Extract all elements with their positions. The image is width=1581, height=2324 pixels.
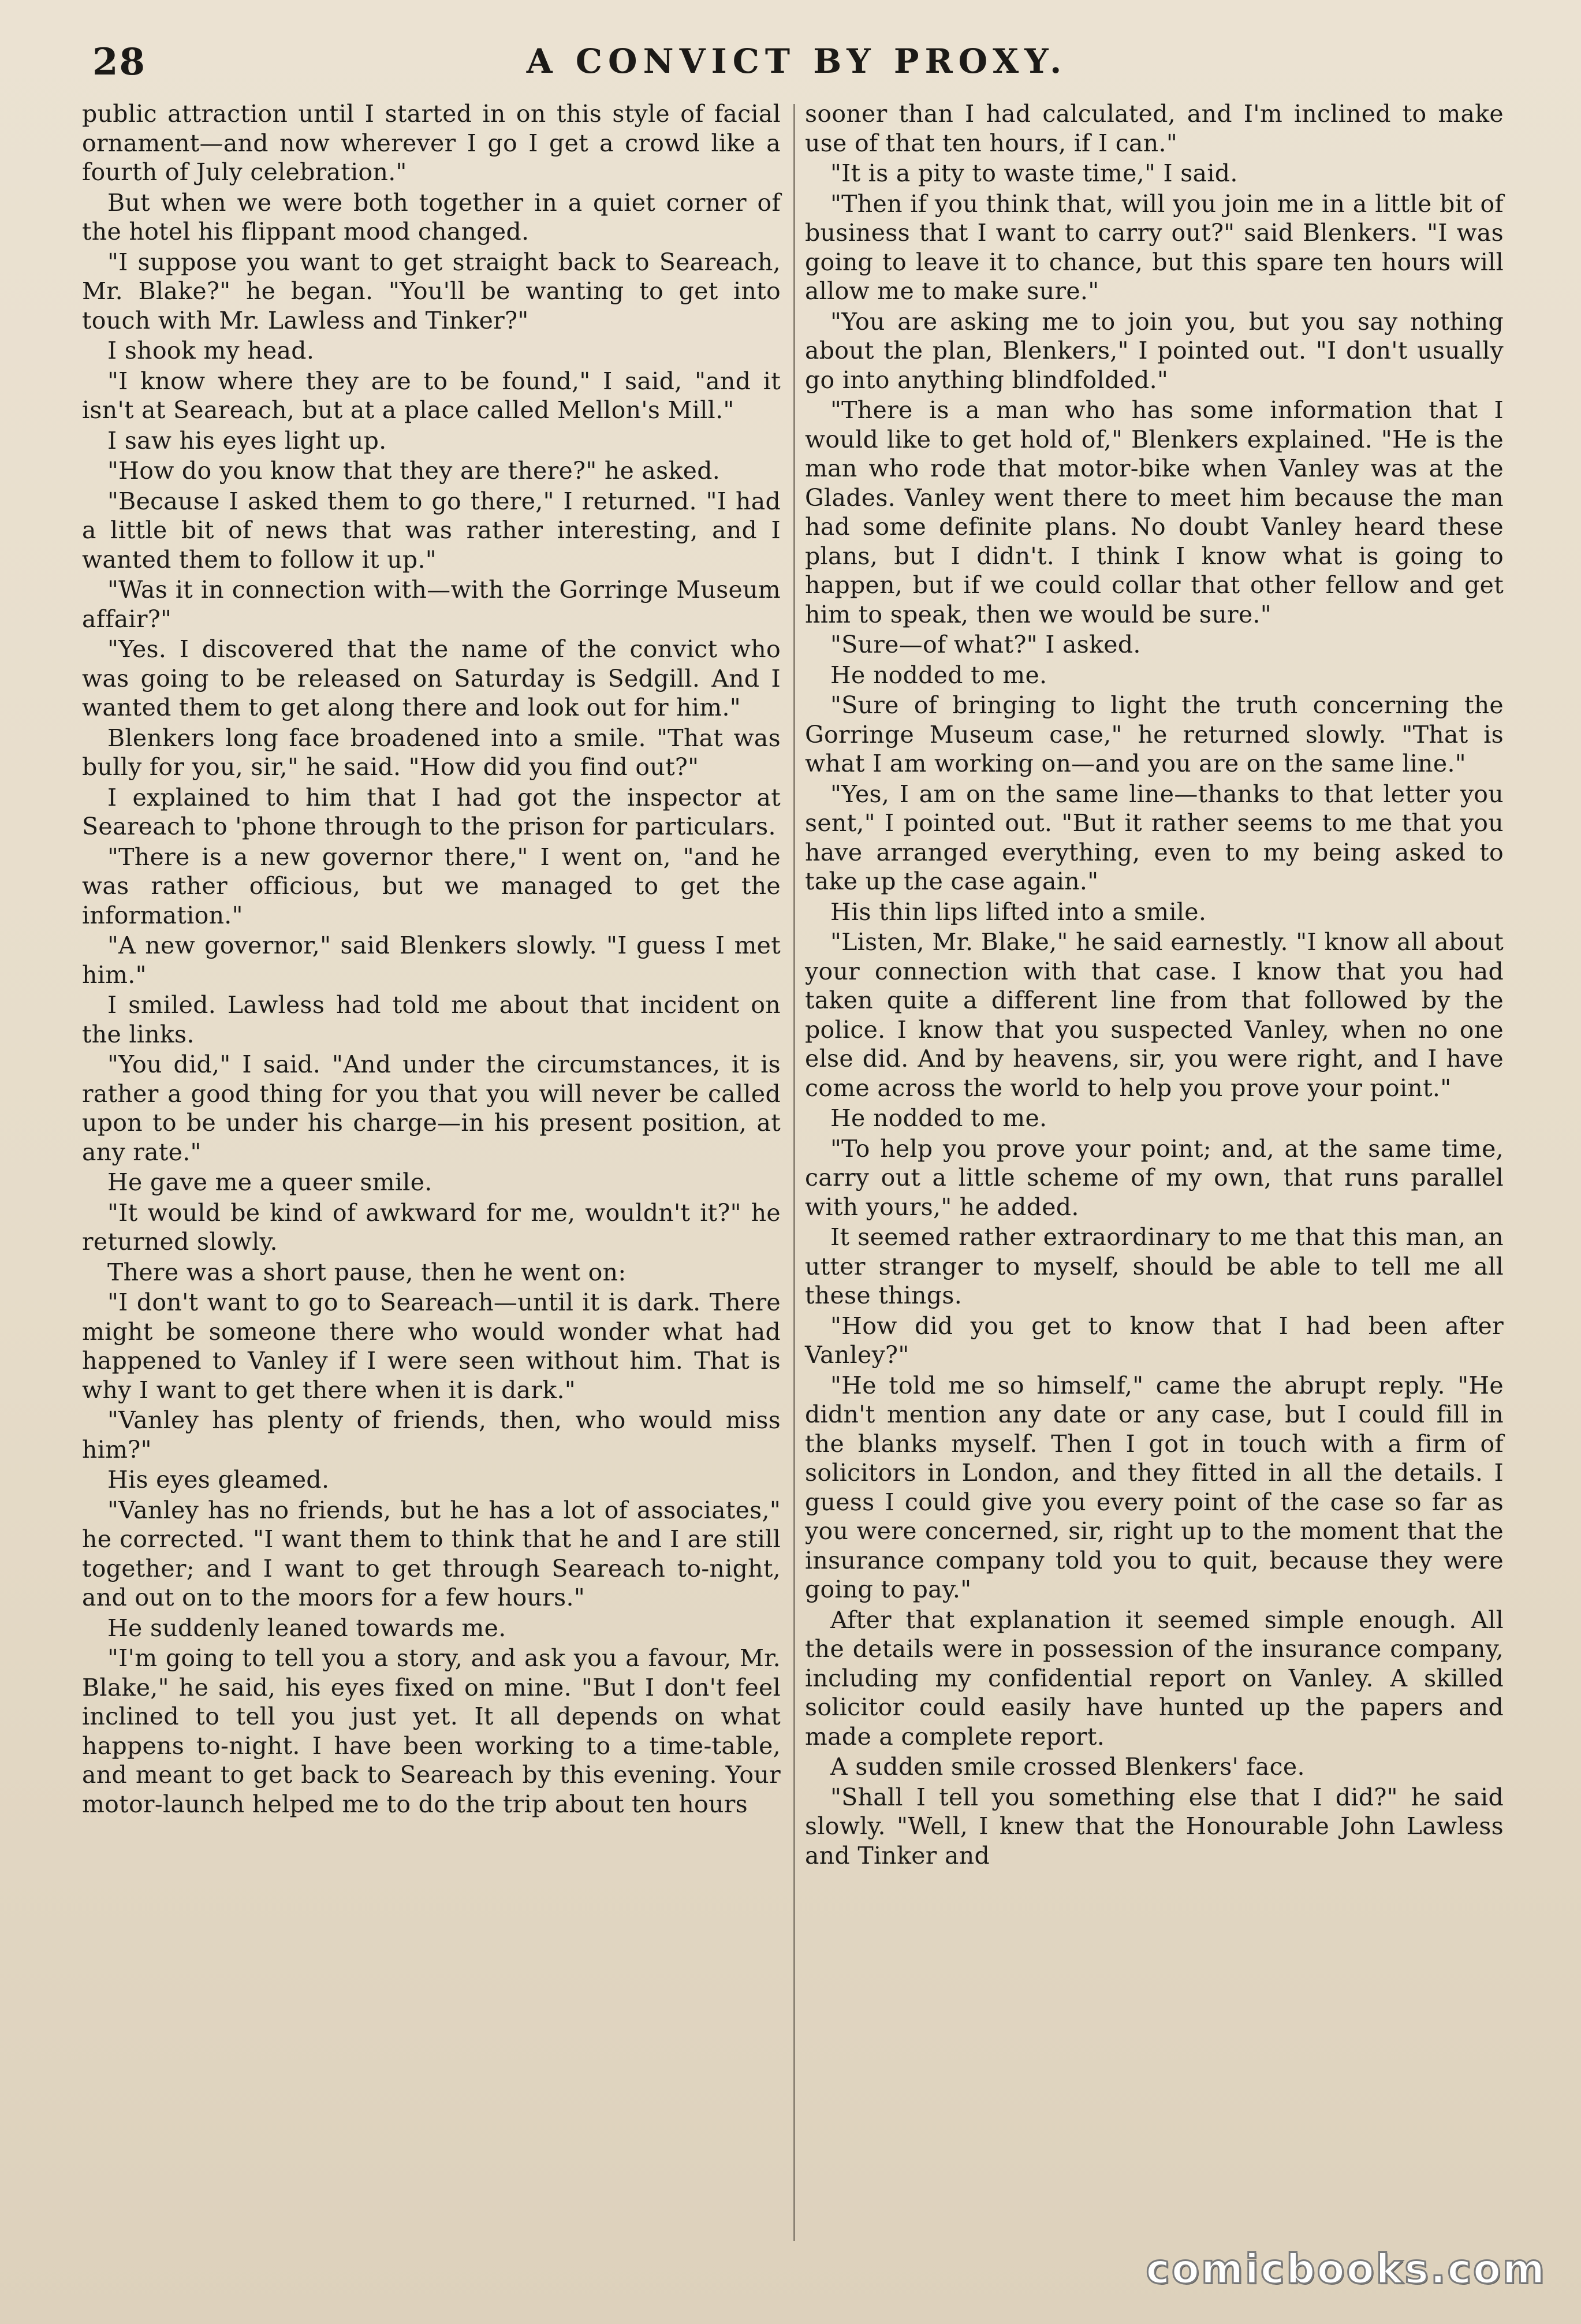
- paragraph: I saw his eyes light up.: [107, 426, 387, 455]
- paragraph: sooner than I had calculated, and I'm inclined to make use of that ten hours, if I can.": [805, 100, 1504, 157]
- paragraph: "He told me so himself," came the abrupt reply. "He didn't mention any date or any case, but I could fill in the blanks myself. Then I got in touch with a firm of solicitors in London, and they fitted in all the details. I guess I could give you every point of the case so far as you were concerned, sir, right up to the moment that the insurance company told you to quit, because they were going to pay.": [805, 1371, 1504, 1603]
- paragraph: "Sure—of what?" I asked.: [830, 631, 1141, 658]
- paragraph: "Then if you think that, will you join me in a little bit of business that I want to carry out?" said Blenkers. "I was going to leave it to chance, but this spare ten hours will allow me to make sure.": [805, 189, 1504, 305]
- paragraph: "I suppose you want to get straight back to Seareach, Mr. Blake?" he began. "You'll be wanting to get into touch with Mr. Lawless and Tinker?": [82, 248, 781, 334]
- paragraph: "I know where they are to be found," I said, "and it isn't at Seareach, but at a place called Mellon's Mill.": [82, 367, 781, 424]
- paragraph: I smiled. Lawless had told me about that incident on the links.: [82, 991, 781, 1048]
- paragraph: "Shall I tell you something else that I did?" he said slowly. "Well, I knew that the Honourable John Lawless and Tinker and: [805, 1783, 1504, 1869]
- left-column: [82, 99, 781, 1820]
- paragraph: "Listen, Mr. Blake," he said earnestly. "I know all about your connection with that case. I know that you had taken quite a different line from that followed by the police. I know that you suspected Vanley, when no one else did. And by heavens, sir, you were right, and I have come across the world to help you prove your point.": [805, 928, 1504, 1102]
- paragraph: "Was it in connection with—with the Gorringe Museum affair?": [82, 576, 781, 633]
- paragraph: He nodded to me.: [830, 661, 1047, 689]
- paragraph: His thin lips lifted into a smile.: [830, 897, 1207, 926]
- paragraph: "Vanley has no friends, but he has a lot of associates," he corrected. "I want them to think that he and I are still together; and I want to get through Seareach to-night, and out on to the moors for a few hours.": [82, 1496, 781, 1611]
- running-title: A CONVICT BY PROXY.: [526, 42, 1068, 81]
- paragraph: After that explanation it seemed simple enough. All the details were in possession of the insurance company, including my confidential report on Vanley. A skilled solicitor could easily have hunted up the papers and made a complete report.: [805, 1606, 1504, 1751]
- paragraph: "To help you prove your point; and, at the same time, carry out a little scheme of my own, that runs parallel with yours," he added.: [805, 1134, 1504, 1221]
- watermark: comicbooks.com: [1146, 2245, 1546, 2293]
- page-header: [81, 40, 1513, 92]
- paragraph: His eyes gleamed.: [107, 1466, 330, 1494]
- paragraph: "You are asking me to join you, but you say nothing about the plan, Blenkers," I pointed out. "I don't usually go into anything blindfolded.": [805, 307, 1504, 394]
- paragraph: "Yes, I am on the same line—thanks to that letter you sent," I pointed out. "But it rather seems to me that you have arranged everything, even to my being asked to take up the case again.": [805, 780, 1504, 895]
- page-number: 28: [92, 40, 147, 84]
- paragraph: public attraction until I started in on this style of facial ornament—and now wherever I go I get a crowd like a fourth of July celebration.": [82, 100, 781, 186]
- paragraph: There was a short pause, then he went on:: [107, 1258, 627, 1286]
- paragraph: I shook my head.: [107, 337, 315, 364]
- paragraph: "A new governor," said Blenkers slowly. "I guess I met him.": [82, 932, 781, 989]
- paragraph: It seemed rather extraordinary to me that this man, an utter stranger to myself, should be able to tell me all these things.: [805, 1223, 1504, 1309]
- right-column: [805, 99, 1504, 1871]
- paragraph: "I'm going to tell you a story, and ask you a favour, Mr. Blake," he said, his eyes fixed on mine. "But I don't feel inclined to tell you just yet. It all depends on what happens to-night. I have been working to a time-table, and meant to get back to Seareach by this evening. Your motor-launch helped me to do the trip about ten hours: [82, 1644, 781, 1818]
- paragraph: "I don't want to go to Seareach—until it is dark. There might be someone there who would wonder what had happened to Vanley if I were seen without him. That is why I want to get there when it is dark.": [82, 1288, 781, 1404]
- paragraph: A sudden smile crossed Blenkers' face.: [830, 1753, 1305, 1781]
- paragraph: He gave me a queer smile.: [107, 1168, 432, 1196]
- paragraph: "Vanley has plenty of friends, then, who would miss him?": [82, 1406, 781, 1463]
- paragraph: Blenkers long face broadened into a smile. "That was bully for you, sir," he said. "How did you find out?": [82, 724, 781, 781]
- paragraph: "There is a man who has some information that I would like to get hold of," Blenkers explained. "He is the man who rode that motor-bike when Vanley was at the Glades. Vanley went there to meet him because the man had some definite plans. No doubt Vanley heard these plans, but I didn't. I think I know what is going to happen, but if we could collar that other fellow and get him to speak, then we would be sure.": [805, 396, 1504, 628]
- paragraph: "There is a new governor there," I went on, "and he was rather officious, but we managed to get the information.": [82, 843, 781, 929]
- paragraph: "Yes. I discovered that the name of the convict who was going to be released on Saturday is Sedgill. And I wanted them to get along there and look out for him.": [82, 635, 781, 721]
- paragraph: "You did," I said. "And under the circumstances, it is rather a good thing for you that you will never be called upon to be under his charge—in his present position, at any rate.": [82, 1051, 781, 1166]
- paragraph: "Sure of bringing to light the truth concerning the Gorringe Museum case," he returned slowly. "That is what I am working on—and you are on the same line.": [805, 691, 1504, 777]
- paragraph: "It would be kind of awkward for me, wouldn't it?" he returned slowly.: [82, 1198, 781, 1256]
- paragraph: "Because I asked them to go there," I returned. "I had a little bit of news that was rather interesting, and I wanted them to follow it up.": [82, 487, 781, 573]
- paragraph: He suddenly leaned towards me.: [107, 1614, 506, 1642]
- paragraph: "How do you know that they are there?" he asked.: [107, 457, 721, 485]
- paragraph: I explained to him that I had got the inspector at Seareach to 'phone through to the prison for particulars.: [82, 783, 781, 840]
- paragraph: "It is a pity to waste time," I said.: [830, 159, 1238, 187]
- paragraph: He nodded to me.: [830, 1104, 1047, 1132]
- paragraph: But when we were both together in a quiet corner of the hotel his flippant mood changed.: [82, 188, 781, 245]
- column-divider: [793, 104, 795, 2241]
- paragraph: "How did you get to know that I had been after Vanley?": [805, 1312, 1504, 1369]
